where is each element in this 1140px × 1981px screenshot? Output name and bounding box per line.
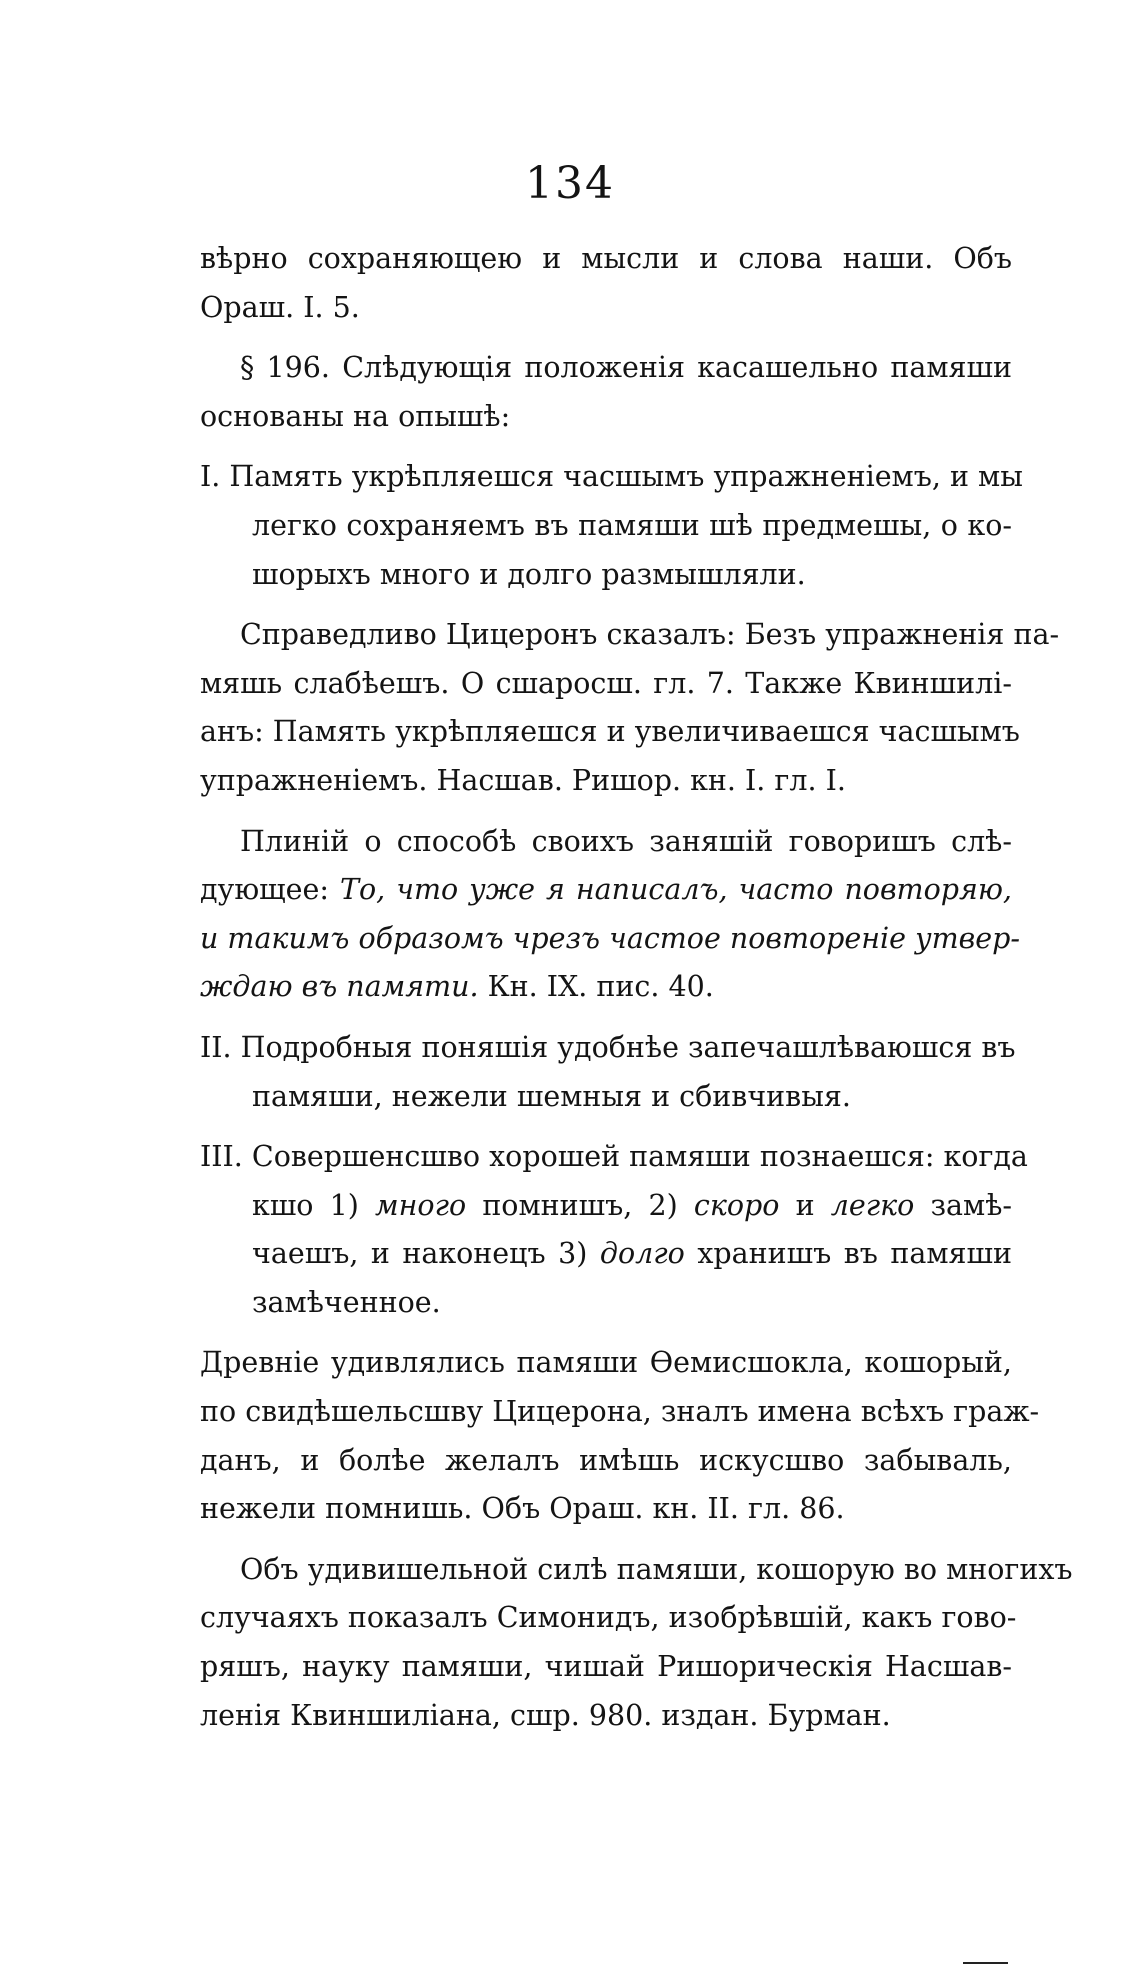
text-line: легко сохраняемъ въ памяши шѣ предмешы, о ко- (252, 508, 1012, 542)
text-line: памяши, нежели шемныя и сбивчивыя. (252, 1079, 851, 1113)
text-line: упражненіемъ. Насшав. Ришор. кн. I. гл. I. (200, 763, 846, 797)
text-line: Древніе удивлялись памяши Ѳемисшокла, кошорый, (200, 1346, 1012, 1380)
text-line: шорыхъ много и долго размышляли. (252, 557, 806, 591)
text-line: ряшъ, науку памяши, чишай Ришорическія Насшав- (200, 1650, 1012, 1684)
text-line: Объ удивишельной силѣ памяши, кошорую во многихъ (240, 1552, 1073, 1586)
italic-word: долго (599, 1237, 685, 1271)
point-3: III. Совершенсшво хорошей памяши познаешся: когда (200, 1140, 1028, 1174)
italic-word: скоро (693, 1188, 780, 1222)
quote-italic: и такимъ образомъ чрезъ частое повтореніе утвер- (200, 921, 1020, 955)
quote-italic: ждаю въ памяти. (200, 970, 479, 1004)
text-line: ленія Квиншиліана, сшр. 980. издан. Бурман. (200, 1698, 891, 1732)
text-line: дующее: То, что уже я написалъ, часто повторяю, (200, 873, 1012, 907)
text-line: по свидѣшельсшву Цицерона, зналъ имена всѣхъ граж- (200, 1395, 1040, 1429)
italic-word: много (375, 1188, 467, 1222)
quote-italic: То, что уже я написалъ, часто повторяю, (340, 873, 1012, 907)
text-line: нежели помнишь. Объ Ораш. кн. II. гл. 86. (200, 1492, 845, 1526)
text-line: основаны на опышѣ: (200, 399, 511, 433)
text-line: мяшь слабѣешъ. О сшаросш. гл. 7. Также Квиншилі- (200, 666, 1012, 700)
text-line: ждаю въ памяти. Кн. IX. пис. 40. (200, 970, 714, 1004)
text-line: Плиній о способѣ своихъ заняшій говоришъ слѣ- (240, 824, 1012, 858)
text-line: случаяхъ показалъ Симонидъ, изобрѣвшій, какъ гово- (200, 1601, 1017, 1635)
point-1: I. Память укрѣпляешся часшымъ упражненіемъ, и мы (200, 460, 1023, 494)
text-line: вѣрно сохраняющею и мысли и слова наши. Объ (200, 242, 1012, 275)
text-line: анъ: Память укрѣпляешся и увеличиваешся часшымъ (200, 715, 1020, 749)
text-line: замѣченное. (252, 1285, 441, 1319)
section-196-heading: § 196. Слѣдующія положенія касашельно памяши (240, 351, 1012, 385)
text-line: кшо 1) много помнишъ, 2) скоро и легко замѣ- (252, 1188, 1013, 1222)
footer-rule (963, 1962, 1008, 1964)
page-body (200, 235, 1073, 1740)
text-line: Справедливо Цицеронъ сказалъ: Безъ упражненія па- (240, 618, 1060, 652)
text-line: данъ, и болѣе желалъ имѣшь искусшво забываль, (200, 1443, 1012, 1477)
text-line (200, 915, 1020, 964)
point-2: II. Подробныя поняшія удобнѣе запечашлѣваюшся въ (200, 1030, 1016, 1064)
italic-word: легко (830, 1188, 915, 1222)
page-number: 134 (525, 158, 615, 209)
text-line: чаешъ, и наконецъ 3) долго хранишъ въ памяши (252, 1237, 1013, 1271)
text-line: Ораш. I. 5. (200, 290, 360, 324)
